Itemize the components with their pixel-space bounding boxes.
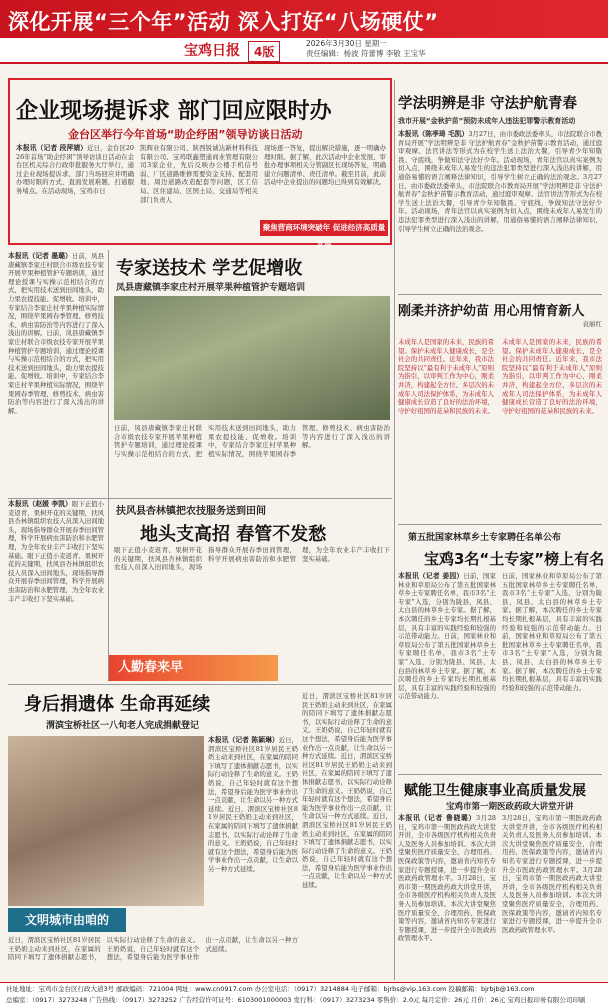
editor-line: 责任编辑：杨波 符蕾博 李敬 王宝华 [306, 49, 426, 58]
footer-line-1: 社址地址：宝鸡市金台区行政大道3号 邮政编码：721004 网址：www.cn0917.com 办公室电话：（0917）3214884 电子邮箱：bjrbs@vip.163.com 投稿邮箱：bjrbjb@163.com [6, 985, 535, 993]
gansu-text-cont: 眼下正值小麦返青、果树开花的关键期，扶风县杏林镇组织农技人员深入田间地头，现场指导群众开展春季田间管理，科学开展病虫害防治和水肥管理，为全年农业丰产丰收打下坚实基础。 [8, 551, 105, 603]
law-title: 学法明辨是非 守法护航青春 [398, 96, 578, 112]
banner-title: 深化开展“三个年”活动 深入打好“八场硬仗” [8, 10, 439, 34]
rescue-col-2: 未成年人是国家的未来，民族的希望。保护未成年人健康成长，是全社会的共同责任。近年来，我市法院坚持以“最有利于未成年人”原则为指引，以审判工作为中心，刚柔并济，构建起全方位、多层次的未成年人司法保护体系，为未成年人健康成长营造了良好的法治环境，守护好祖国的花朵和民族的未来。 [502, 338, 602, 415]
row-rule-4 [8, 498, 392, 499]
rescue-title: 刚柔并济护幼苗 用心用情育新人 [398, 304, 585, 319]
lead-col-2: 凯辉业有限公司、陕西锐诚达新材料科技有限公司、宝鸡联鑫塑通商业管理有限公司3家企业，先后反映办公楼手机信号弱、厂区道路维修需要资金支持、配套用地、周边道路改造配套等问题，区工信局、区住建局、区国土局、交通局等相关部门负责人 [140, 144, 258, 204]
body-col2-text-cont: 近日，渭滨区宝桥社区81岁居民王奶奶主动来到社区，在家属的陪同下填写了遗体捐献志愿书，以实际行动诠释了生命的意义。王奶奶说，自己年轻时就有这个想法，希望身后能为医学事业作出一点贡献，让生命以另一种方式延续。 [302, 752, 393, 821]
body-col2-text: 近日，渭滨区宝桥社区81岁居民王奶奶主动来到社区，在家属的陪同下填写了遗体捐献志愿书，以实际行动诠释了生命的意义。王奶奶说，自己年轻时就有这个想法，希望身后能为医学事业作出一点贡献，让生命以另一种方式延续。 [302, 692, 392, 761]
experts-col-1 [398, 572, 496, 762]
law-text: 3月27日，由市委政法委牵头，市法院联合市教育局开展“学法明辨是非 守法护航青春”金秋护苗警示教育活动，通过庭审观摩、法官讲法等形式为在校学生送上法治大餐，引导青少年知敬畏、守底线，争做知法守法好少年。活动现场，青年法官以真实案例为切入点，围绕未成年人易发生的违法犯罪类型进行深入浅出的讲解，用通俗易懂的语言阐释法律知识，引导学生树立正确的法治观念。 [398, 130, 602, 181]
spring-banner: 人勤春来早 [108, 655, 278, 681]
column-rule [394, 80, 395, 980]
lead-article [8, 78, 392, 248]
row-rule-3 [398, 774, 602, 775]
gansu-title: 地头支高招 春管不发愁 [140, 524, 327, 545]
tech-body-cols: 日前，凤县唐藏镇李家庄村联合市级农技专家开展苹果种植管护专题培训，通过理论授课与实操示范相结合的方式，把实用技术送到田间地头，助力果农提技能、促增收。培训中，专家结合李家庄村苹果种植实际情况，围绕苹果园春季管理、修剪技术、病虫害防治等内容进行了深入浅出的讲解。 [114, 424, 390, 458]
law-article [398, 92, 602, 242]
gansu-author: 本报讯（赵媛 李凯） [8, 500, 72, 508]
experts-text-cont: 日前，国家林业和草原局公布了第五批国家林草乡土专家聘任名单，我市3名“土专家”入选，分别为陇县、凤县、太白县的林草乡土专家。据了解，本次聘任的乡土专家均长期扎根基层，具有丰富的实践经验和较强的示范带动能力。 [398, 632, 497, 701]
health-col2-text: 3月28日，宝鸡市第一期医政药政大讲堂开讲，全市各级医疗机构相关负责人及医务人员参加培训。本次大讲堂聚焦医疗质量安全、合理用药、医保政策等内容，邀请省内知名专家进行专题授课，进一步提升全市医政药政管理水平。 [502, 814, 602, 874]
rescue-heading [398, 300, 602, 328]
masthead-info [306, 39, 606, 59]
gansu-body-cols: 眼下正值小麦返青、果树开花的关键期，扶风县杏林镇组织农技人员深入田间地头，现场指导群众开展春季田间管理，科学开展病虫害防治和水肥管理，为全年农业丰产丰收打下坚实基础。 [114, 546, 390, 572]
tech-subtitle: 凤县唐藏镇李家庄村开展苹果种植管护专题培训 [116, 283, 306, 293]
gansu-subtitle: 扶风县杏林镇把农技服务送到田间 [116, 506, 266, 517]
body-title: 身后捐遗体 生命再延续 [24, 694, 211, 715]
rescue-author: 袁丽红 [582, 320, 602, 328]
civil-city-label: 文明城市由咱的 [8, 908, 126, 932]
experts-text: 日前，国家林业和草原局公布了第五批国家林草乡土专家聘任名单，我市3名“土专家”入选，分别为陇县、凤县、太白县的林草乡土专家。据了解，本次聘任的乡土专家均长期扎根基层，具有丰富的实践经验和较强的示范带动能力。 [398, 572, 496, 641]
experts-author: 本报讯（记者 姜园） [398, 572, 464, 580]
tech-author: 本报讯（记者 墨璐） [8, 252, 72, 260]
column-rule-left [108, 250, 109, 680]
lead-red-banner: 聚焦营商环境突破年 促进经济高质量发展 [260, 220, 388, 236]
tech-text-cont: 日前，凤县唐藏镇李家庄村联合市级农技专家开展苹果种植管护专题培训，通过理论授课与实操示范相结合的方式，把实用技术送到田间地头，助力果农提技能、促增收。培训中，专家结合李家庄村苹果种植实际情况，围绕苹果园春季管理、修剪技术、病虫害防治等内容进行了深入浅出的讲解。 [8, 329, 105, 415]
row-rule-5 [8, 684, 392, 685]
row-rule-1 [398, 294, 602, 295]
law-author: 本报讯（陈季琦 毛凯） [398, 130, 469, 138]
body-col2-text-more: 近日，渭滨区宝桥社区81岁居民王奶奶主动来到社区，在家属的陪同下填写了遗体捐献志愿书，以实际行动诠释了生命的意义。王奶奶说，自己年轻时就有这个想法，希望身后能为医学事业作出一点贡献，让生命以另一种方式延续。 [302, 812, 393, 890]
masthead [0, 38, 608, 64]
experts-col2-text: 日前，国家林业和草原局公布了第五批国家林草乡土专家聘任名单，我市3名“土专家”入选，分别为陇县、凤县、太白县的林草乡土专家。据了解，本次聘任的乡土专家均长期扎根基层，具有丰富的实践经验和较强的示范带动能力。 [502, 572, 602, 632]
law-body [398, 130, 602, 252]
elder-photo [8, 736, 204, 906]
health-col-2 [502, 814, 602, 978]
lead-text-1: 近日，金台区2026年首场“助企纾困”领导访谈日活动在金台区机关综合行政审批服务大厅举行，通过企业现场提诉求、部门当场回应并明确办理时限的方式，直面发展难题，打通服务堵点。在活动现场，宝鸡市日 [16, 144, 134, 195]
lead-subtitle: 金台区举行今年首场“助企纾困”领导访谈日活动 [68, 128, 303, 141]
experts-title: 宝鸡3名“土专家”榜上有名 [424, 550, 605, 568]
health-title: 赋能卫生健康事业高质量发展 [404, 783, 586, 799]
lead-title: 企业现场提诉求 部门回应限时办 [16, 99, 332, 124]
health-author: 本报讯（记者 鲁晓璐） [398, 814, 477, 822]
health-col-1 [398, 814, 496, 978]
health-col2-text-cont: 3月28日，宝鸡市第一期医政药政大讲堂开讲，全市各级医疗机构相关负责人及医务人员参加培训。本次大讲堂聚焦医疗质量安全、合理用药、医保政策等内容，邀请省内知名专家进行专题授课，进一步提升全市医政药政管理水平。 [502, 865, 602, 934]
experts-subtitle: 第五批国家林草乡土专家聘任名单公布 [408, 533, 562, 543]
experts-col-2 [502, 572, 602, 762]
body-col-2 [302, 692, 392, 976]
body-bottom-cols: 近日，渭滨区宝桥社区81岁居民王奶奶主动来到社区，在家属的陪同下填写了遗体捐献志愿书，以实际行动诠释了生命的意义。王奶奶说，自己年轻时就有这个想法，希望身后能为医学事业作出一点贡献，让生命以另一种方式延续。 [8, 936, 298, 962]
lead-col-3: 现场逐一答复，提出解决措施，逐一明确办理时限。据了解，此次活动中企业发展、审批办理事项相关分管副区长现场答复，明确建立问题清单、责任清单。截至目前，此前活动中企业提出的问题均已得到有效解决。 [264, 144, 386, 187]
newspaper-logo: 宝鸡日报 [184, 43, 240, 59]
date-line: 2026年3月30日 星期一 [306, 39, 387, 48]
lead-author: 本报讯（记者 段萍婧） [16, 144, 88, 152]
footer [0, 982, 608, 1006]
law-text-cont: 3月27日，由市委政法委牵头，市法院联合市教育局开展“学法明辨是非 守法护航青春”金秋护苗警示教育活动，通过庭审观摩、法官讲法等形式为在校学生送上法治大餐，引导青少年知敬畏、守底线，争做知法守法好少年。活动现场，青年法官以真实案例为切入点，围绕未成年人易发生的违法犯罪类型进行深入浅出的讲解，用通俗易懂的语言阐释法律知识，引导学生树立正确的法治观念。 [398, 172, 603, 233]
body-subtitle: 渭滨宝桥社区一八旬老人完成捐献登记 [46, 721, 200, 731]
row-rule-2 [398, 524, 602, 525]
health-text: 3月28日，宝鸡市第一期医政药政大讲堂开讲，全市各级医疗机构相关负责人及医务人员参加培训。本次大讲堂聚焦医疗质量安全、合理用药、医保政策等内容，邀请省内知名专家进行专题授课，进一步提升全市医政药政管理水平。 [398, 814, 496, 883]
gansu-text-col [8, 500, 104, 650]
tech-text: 日前，凤县唐藏镇李家庄村联合市级农技专家开展苹果种植管护专题培训，通过理论授课与实操示范相结合的方式，把实用技术送到田间地头，助力果农提技能、促增收。培训中，专家结合李家庄村苹果种植实际情况，围绕苹果园春季管理、修剪技术、病虫害防治等内容进行了深入浅出的讲解。 [8, 252, 105, 338]
body-author: 本报讯（记者 陈颖琳） [208, 736, 279, 744]
health-text-cont: 3月28日，宝鸡市第一期医政药政大讲堂开讲，全市各级医疗机构相关负责人及医务人员参加培训。本次大讲堂聚焦医疗质量安全、合理用药、医保政策等内容，邀请省内知名专家进行专题授课，进一步提升全市医政药政管理水平。 [398, 874, 496, 943]
footer-line-2: 总编室：（0917）3273248 广告热线：（0917）3273252 广告经营许可证号：6103001000003 发行科：（0917）3273234 零售价：2.0元 每月定价：26元 月价：26元 宝鸡日报印务有限公司印刷 [6, 996, 586, 1004]
body-text-cont: 近日，渭滨区宝桥社区81岁居民王奶奶主动来到社区，在家属的陪同下填写了遗体捐献志愿书，以实际行动诠释了生命的意义。王奶奶说，自己年轻时就有这个想法，希望身后能为医学事业作出一点贡献，让生命以另一种方式延续。 [208, 804, 298, 873]
lead-col-1 [16, 144, 134, 242]
orchard-training-photo [114, 296, 390, 420]
tech-title: 专家送技术 学艺促增收 [116, 258, 303, 279]
health-subtitle: 宝鸡市第一期医政药政大讲堂开讲 [446, 802, 574, 812]
body-text: 近日，渭滨区宝桥社区81岁居民王奶奶主动来到社区，在家属的陪同下填写了遗体捐献志愿书，以实际行动诠释了生命的意义。王奶奶说，自己年轻时就有这个想法，希望身后能为医学事业作出一点贡献，让生命以另一种方式延续。 [208, 736, 298, 813]
experts-col2-text-cont: 日前，国家林业和草原局公布了第五批国家林草乡土专家聘任名单，我市3名“土专家”入选，分别为陇县、凤县、太白县的林草乡土专家。据了解，本次聘任的乡土专家均长期扎根基层，具有丰富的实践经验和较强的示范带动能力。 [502, 623, 602, 692]
tech-text-col [8, 252, 104, 492]
rescue-col-1: 未成年人是国家的未来，民族的希望。保护未成年人健康成长，是全社会的共同责任。近年来，我市法院坚持以“最有利于未成年人”原则为指引，以审判工作为中心，刚柔并济，构建起全方位、多层次的未成年人司法保护体系，为未成年人健康成长营造了良好的法治环境，守护好祖国的花朵和民族的未来。 [398, 338, 495, 415]
law-subtitle: 我市开展“金秋护苗”预防未成年人违法犯罪警示教育活动 [398, 117, 576, 125]
page-number: 4版 [248, 41, 280, 62]
gansu-text: 眼下正值小麦返青、果树开花的关键期，扶风县杏林镇组织农技人员深入田间地头，现场指导群众开展春季田间管理，科学开展病虫害防治和水肥管理，为全年农业丰产丰收打下坚实基础。 [8, 500, 105, 560]
